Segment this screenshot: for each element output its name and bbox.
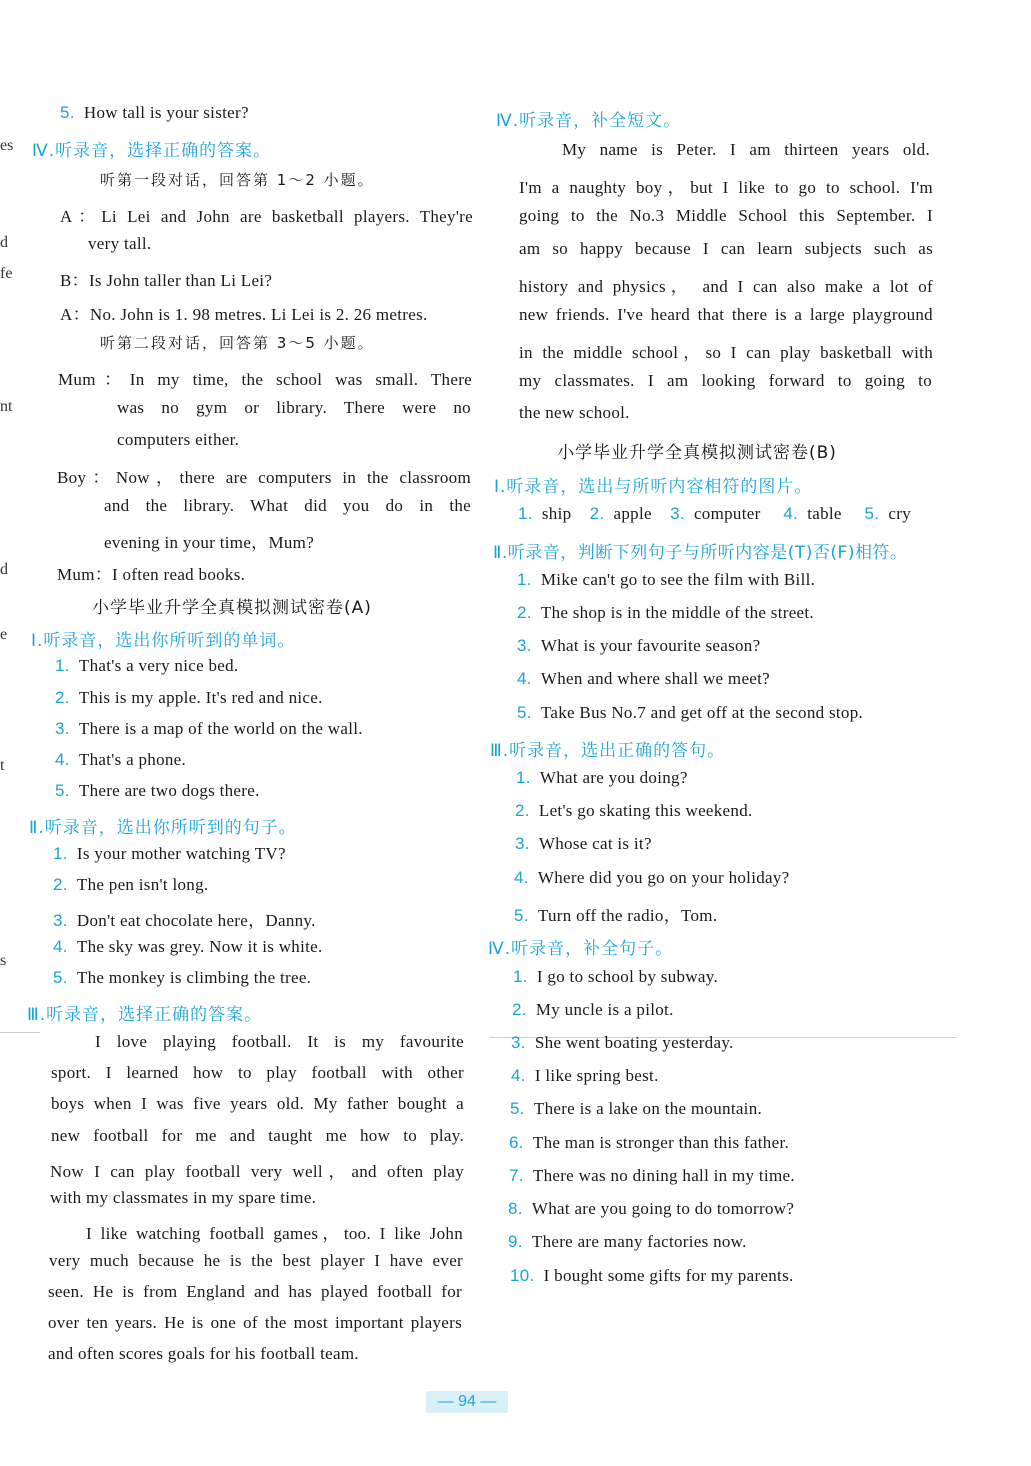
- edge-fragment: s: [0, 952, 7, 969]
- list-item: [53, 906, 316, 931]
- item-number: 4.: [53, 937, 68, 956]
- item-text: table: [807, 504, 842, 523]
- item-number: 5.: [60, 103, 75, 122]
- list-item: [513, 967, 718, 987]
- item-text: The monkey is climbing the tree.: [76, 968, 312, 987]
- item-text: My uncle is a pilot.: [535, 1000, 674, 1019]
- section-heading: Ⅳ.听录音，选择正确的答案。: [32, 141, 272, 161]
- item-number: 4.: [55, 750, 70, 769]
- paragraph-line: am so happy because I can learn subjects such as: [519, 239, 933, 258]
- item-number: 2.: [589, 504, 605, 523]
- list-item: [55, 750, 186, 770]
- section-heading: Ⅱ.听录音，选出你所听到的句子。: [29, 818, 297, 838]
- section-heading: Ⅰ.听录音，选出你所听到的单词。: [31, 631, 296, 651]
- item-text: ship: [541, 504, 572, 523]
- list-item: [55, 719, 363, 739]
- edge-fragment: t: [0, 757, 5, 774]
- item-text: The shop is in the middle of the street.: [540, 603, 814, 622]
- item-number: 3.: [515, 834, 530, 853]
- dialogue-line: B：Is John taller than Li Lei?: [60, 271, 273, 290]
- section-heading: Ⅱ.听录音，判断下列句子与所听内容是(T)否(F)相符。: [493, 543, 908, 563]
- paragraph-line: I like watching football games，too. I like John: [86, 1224, 463, 1243]
- dialogue-line: very tall.: [88, 234, 152, 253]
- list-item: [53, 968, 311, 988]
- section-heading: Ⅰ.听录音，选出与所听内容相符的图片。: [494, 477, 813, 497]
- list-item: [55, 781, 260, 801]
- item-number: 1.: [516, 768, 531, 787]
- item-text: The pen isn't long.: [76, 875, 209, 894]
- item-number: 1.: [53, 844, 68, 863]
- item-number: 7.: [509, 1166, 524, 1185]
- item-text: I go to school by subway.: [536, 967, 718, 986]
- item-text: She went boating yesterday.: [534, 1033, 734, 1052]
- item-text: apple: [613, 504, 652, 523]
- item-text: When and where shall we meet?: [540, 669, 771, 688]
- paragraph-line: in the middle school，so I can play basketball with: [519, 343, 933, 362]
- dialogue-intro: 听第一段对话，回答第 1～2 小题。: [100, 171, 375, 189]
- item-text: What are you doing?: [539, 768, 688, 787]
- item-text: Take Bus No.7 and get off at the second stop.: [540, 703, 864, 722]
- item-text: I like spring best.: [534, 1066, 659, 1085]
- dialogue-line: A：No. John is 1. 98 metres. Li Lei is 2. 26 metres.: [60, 305, 428, 324]
- item-number: 4.: [517, 669, 532, 688]
- list-item: [514, 901, 717, 926]
- list-item: [514, 868, 790, 888]
- paragraph-line: new friends. I've heard that there is a large playground: [519, 305, 933, 324]
- dialogue-line: and the library. What did you do in the: [104, 496, 471, 515]
- paragraph-line: the new school.: [519, 403, 630, 422]
- paragraph-line: my classmates. I am looking forward to going to: [519, 371, 932, 390]
- item-text: Don't eat chocolate here，Danny.: [76, 911, 316, 930]
- page-number: — 94 —: [426, 1391, 508, 1413]
- item-text: There are two dogs there.: [78, 781, 260, 800]
- item-text: Whose cat is it?: [538, 834, 652, 853]
- item-number: 2.: [53, 875, 68, 894]
- list-item: [53, 937, 323, 957]
- item-text: Is your mother watching TV?: [76, 844, 286, 863]
- item-text: That's a very nice bed.: [78, 656, 239, 675]
- list-item: [53, 844, 286, 864]
- list-item: [516, 768, 688, 788]
- section-heading: Ⅳ.听录音，补全句子。: [488, 939, 674, 959]
- list-item: [508, 1232, 747, 1252]
- list-item: [517, 669, 770, 689]
- exam-title: 小学毕业升学全真模拟测试密卷(B): [557, 443, 837, 463]
- list-item: [512, 1000, 674, 1020]
- item-text: computer: [693, 504, 761, 523]
- list-item: [509, 1166, 795, 1186]
- edge-fragment: es: [0, 137, 14, 154]
- paragraph-line: history and physics， and I can also make a lot of: [519, 277, 933, 296]
- item-text: What is your favourite season?: [540, 636, 761, 655]
- list-item: [509, 1133, 789, 1153]
- list-item: [510, 1266, 794, 1286]
- item-number: 1.: [55, 656, 70, 675]
- paragraph-line: sport. I learned how to play football with other: [51, 1063, 464, 1082]
- item-text: What are you going to do tomorrow?: [531, 1199, 795, 1218]
- item-text: The man is stronger than this father.: [532, 1133, 790, 1152]
- item-text: Where did you go on your holiday?: [537, 868, 790, 887]
- section-heading: Ⅳ.听录音，补全短文。: [496, 111, 682, 131]
- list-item: [53, 875, 208, 895]
- item-number: 3.: [670, 504, 685, 523]
- item-number: 3.: [511, 1033, 526, 1052]
- item-text: There was no dining hall in my time.: [532, 1166, 795, 1185]
- paragraph-line: Now I can play football very well，and often play: [50, 1162, 464, 1181]
- list-item: [55, 656, 238, 676]
- item-number: 5.: [55, 781, 70, 800]
- item-number: 6.: [509, 1133, 524, 1152]
- divider: [0, 1032, 40, 1033]
- dialogue-line: A：Li Lei and John are basketball players. They're: [60, 207, 473, 226]
- item-text: Turn off the radio，Tom.: [537, 906, 718, 925]
- item-text: How tall is your sister?: [83, 103, 249, 122]
- item-number: 3.: [55, 719, 70, 738]
- dialogue-line: Mum：I often read books.: [57, 565, 246, 584]
- list-item: [517, 703, 863, 723]
- list-item: [517, 636, 760, 656]
- paragraph-line: seen. He is from England and has played football for: [48, 1282, 462, 1301]
- list-item: [508, 1199, 794, 1219]
- list-item: [511, 1066, 659, 1086]
- section-heading: Ⅲ.听录音，选择正确的答案。: [27, 1005, 263, 1025]
- item-number: 5.: [517, 703, 532, 722]
- dialogue-line: Boy：Now，there are computers in the classroom: [57, 468, 471, 487]
- item-number: 1.: [517, 570, 532, 589]
- paragraph-line: and often scores goals for his football team.: [48, 1344, 359, 1363]
- item-text: There are many factories now.: [531, 1232, 747, 1251]
- list-item: [515, 801, 753, 821]
- item-number: 3.: [517, 636, 532, 655]
- list-item: [60, 103, 249, 123]
- edge-fragment: e: [0, 626, 8, 643]
- list-item: [515, 834, 652, 854]
- edge-fragment: nt: [0, 398, 13, 415]
- dialogue-line: Mum：In my time, the school was small. There: [58, 370, 472, 389]
- edge-fragment: fe: [0, 265, 13, 282]
- item-text: cry: [888, 504, 911, 523]
- paragraph-line: I love playing football. It is my favourite: [95, 1032, 464, 1051]
- item-text: There is a lake on the mountain.: [533, 1099, 763, 1118]
- item-number: 4.: [783, 504, 799, 523]
- edge-fragment: d: [0, 561, 8, 578]
- item-text: That's a phone.: [78, 750, 187, 769]
- dialogue-intro: 听第二段对话，回答第 3～5 小题。: [100, 334, 375, 352]
- item-text: Let's go skating this weekend.: [538, 801, 753, 820]
- item-number: 2.: [55, 688, 70, 707]
- item-number: 5.: [514, 906, 529, 925]
- item-number: 2.: [512, 1000, 527, 1019]
- paragraph-line: going to the No.3 Middle School this September. I: [519, 206, 933, 225]
- item-number: 2.: [515, 801, 530, 820]
- list-item: [511, 1033, 734, 1053]
- item-number: 3.: [53, 911, 68, 930]
- item-number: 10.: [510, 1266, 535, 1285]
- item-text: This is my apple. It's red and nice.: [78, 688, 323, 707]
- list-item: [517, 603, 814, 623]
- item-number: 4.: [511, 1066, 526, 1085]
- item-number: 5.: [53, 968, 68, 987]
- item-number: 4.: [514, 868, 529, 887]
- paragraph-line: I'm a naughty boy，but I like to go to school. I'm: [519, 178, 933, 197]
- section-heading: Ⅲ.听录音，选出正确的答句。: [490, 741, 726, 761]
- item-number: 8.: [508, 1199, 523, 1218]
- item-number: 5.: [510, 1099, 525, 1118]
- edge-fragment: d: [0, 234, 8, 251]
- choice-row: [518, 504, 932, 524]
- paragraph-line: boys when I was five years old. My father bought a: [51, 1094, 464, 1113]
- list-item: [510, 1099, 762, 1119]
- paragraph-line: very much because he is the best player I have ever: [49, 1251, 463, 1270]
- dialogue-line: computers either.: [117, 430, 240, 449]
- item-number: 2.: [517, 603, 532, 622]
- item-number: 1.: [513, 967, 528, 986]
- paragraph-line: over ten years. He is one of the most important players: [48, 1313, 462, 1332]
- item-number: 9.: [508, 1232, 523, 1251]
- paragraph-line: new football for me and taught me how to play.: [51, 1126, 464, 1145]
- item-number: 5.: [864, 504, 880, 523]
- item-number: 1.: [518, 504, 533, 523]
- dialogue-line: was no gym or library. There were no: [117, 398, 471, 417]
- item-text: There is a map of the world on the wall.: [78, 719, 363, 738]
- dialogue-line: evening in your time，Mum?: [104, 533, 315, 552]
- item-text: Mike can't go to see the film with Bill.: [540, 570, 816, 589]
- exam-title: 小学毕业升学全真模拟测试密卷(A): [92, 598, 372, 618]
- item-text: I bought some gifts for my parents.: [543, 1266, 794, 1285]
- item-text: The sky was grey. Now it is white.: [76, 937, 323, 956]
- paragraph-line: with my classmates in my spare time.: [50, 1188, 317, 1207]
- paragraph-line: My name is Peter. I am thirteen years old.: [562, 140, 930, 159]
- list-item: [55, 688, 323, 708]
- list-item: [517, 570, 815, 590]
